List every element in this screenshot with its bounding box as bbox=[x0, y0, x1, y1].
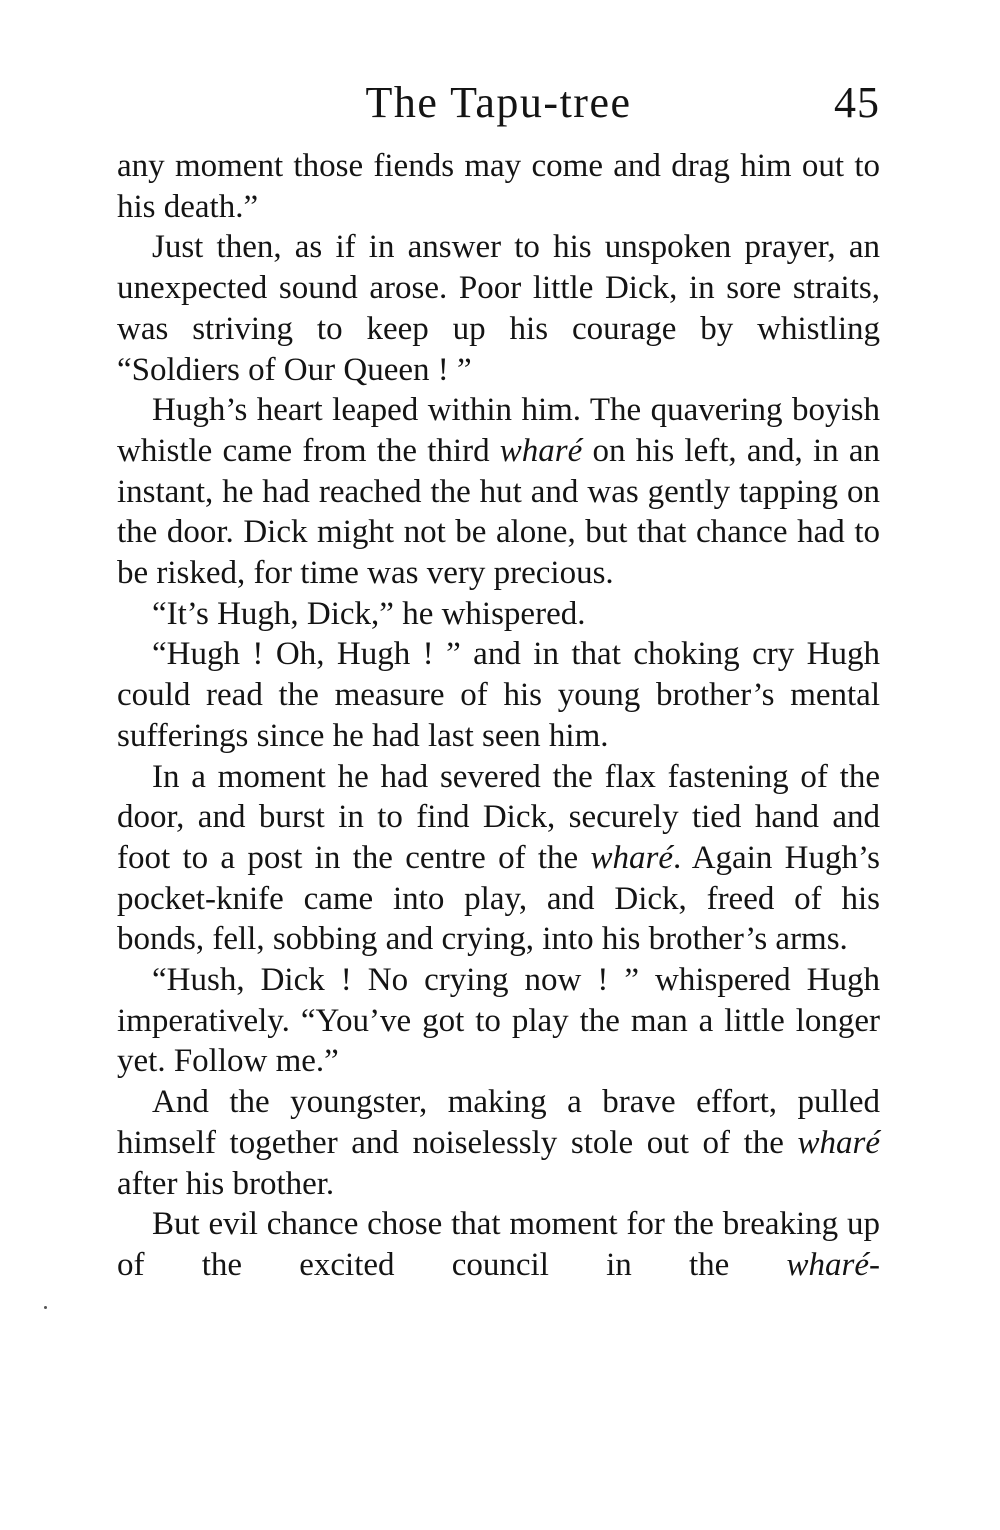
body-text bbox=[117, 146, 880, 1286]
paragraph-6-italic-whare: wharé bbox=[590, 839, 673, 876]
paragraph-6-part-1: In a moment he had severed the flax fastening of the door, and burst in to find Dick, securely tied hand and foot to a post in the centre of the bbox=[117, 758, 880, 876]
paragraph-6 bbox=[117, 757, 880, 961]
paragraph-7: “Hush, Dick ! No crying now ! ” whispered Hugh imperatively. “You’ve got to play the man a little longer yet. Follow me.” bbox=[117, 962, 880, 1080]
paragraph-9-part-1: But evil chance chose that moment for the breaking up of the excited council in the bbox=[117, 1206, 880, 1283]
paragraph-8 bbox=[117, 1082, 880, 1204]
paragraph-5: “Hugh ! Oh, Hugh ! ” and in that choking cry Hugh could read the measure of his young brother’s mental sufferings since he had last seen him. bbox=[117, 636, 880, 754]
print-speck bbox=[44, 1306, 47, 1309]
paragraph-8-part-2: after his brother. bbox=[117, 1165, 335, 1202]
paragraph-3 bbox=[117, 390, 880, 594]
paragraph-2: Just then, as if in answer to his unspoken prayer, an unexpected sound arose. Poor little Dick, in sore straits, was striving to keep up his courage by whistling “Soldiers of Our Queen ! ” bbox=[117, 229, 880, 388]
paragraph-6-part-2: . Again Hugh’s pocket-knife came into play, and Dick, freed of his bonds, fell, sobbing and crying, into his brother’s arms. bbox=[117, 839, 881, 958]
paragraph-3-italic-whare: wharé bbox=[499, 432, 583, 469]
paragraph-9 bbox=[117, 1204, 880, 1285]
running-head bbox=[117, 78, 880, 128]
paragraph-9-italic-whare: wharé- bbox=[786, 1246, 880, 1283]
paragraph-8-part-1: And the youngster, making a brave effort, pulled himself together and noiselessly stole out of the bbox=[117, 1084, 880, 1161]
paragraph-3-part-1: Hugh’s heart leaped within him. The quavering boyish whistle came from the third bbox=[117, 392, 880, 469]
paragraph-4: “It’s Hugh, Dick,” he whispered. bbox=[152, 595, 586, 632]
running-title: The Tapu-tree bbox=[365, 78, 632, 127]
paragraph-3-part-2: on his left, and, in an instant, he had reached the hut and was gently tapping on the door. Dick might not be alone, but that chance had to be risked, for time was very precious. bbox=[117, 432, 880, 592]
paragraph-1: any moment those fiends may come and drag him out to his death.” bbox=[117, 148, 880, 225]
page-number: 45 bbox=[834, 78, 880, 127]
paragraph-8-italic-whare: wharé bbox=[797, 1124, 880, 1161]
